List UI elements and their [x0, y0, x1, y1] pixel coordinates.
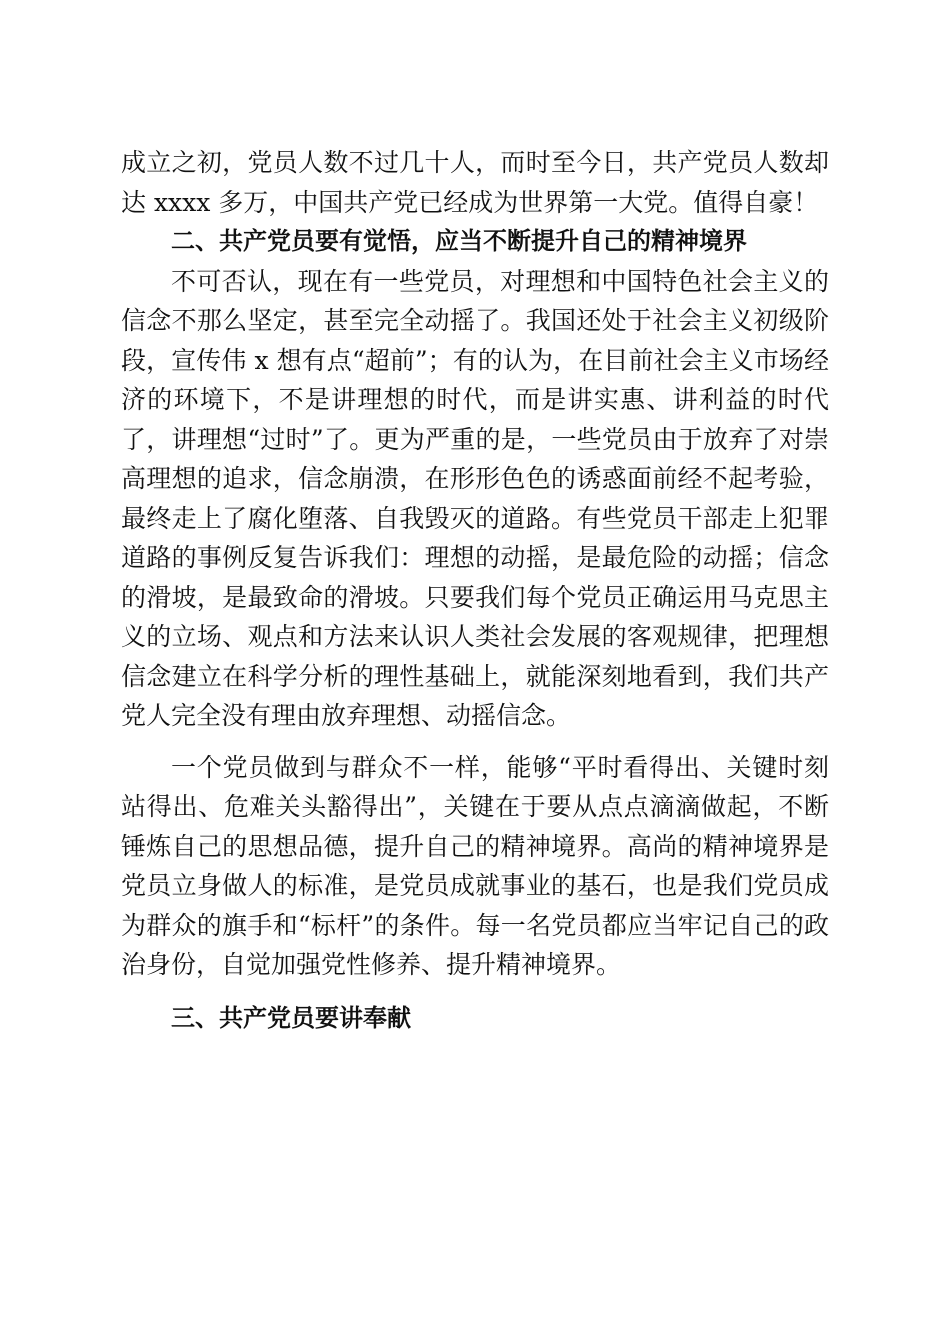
paragraph-spacer	[121, 985, 829, 999]
paragraph-spiritual-realm: 一个党员做到与群众不一样，能够“平时看得出、关键时刻站得出、危难关头豁得出”，关键在于要从点点滴滴做起，不断锤炼自己的思想品德，提升自己的精神境界。高尚的精神境界是党员立身做人的标准，是党员成就事业的基石，也是我们党员成为群众的旗手和“标杆”的条件。每一名党员都应当牢记自己的政治身份，自觉加强党性修养、提升精神境界。	[121, 752, 829, 979]
paragraph-continuation: 成立之初，党员人数不过几十人，而时至今日，共产党员人数却达 xxxx 多万，中国共产党已经成为世界第一大党。值得自豪！	[121, 148, 829, 217]
document-body	[121, 143, 829, 1038]
section-heading-2: 二、共产党员要有觉悟，应当不断提升自己的精神境界	[171, 227, 747, 255]
paragraph-ideals: 不可否认，现在有一些党员，对理想和中国特色社会主义的信念不那么坚定，甚至完全动摇了。我国还处于社会主义初级阶段，宣传伟 x 想有点“超前”；有的认为，在目前社会主义市场经济的环境下，不是讲理想的时代，而是讲实惠、讲利益的时代了，讲理想“过时”了。更为严重的是，一些党员由于放弃了对崇高理想的追求，信念崩溃，在形形色色的诱惑面前经不起考验，最终走上了腐化堕落、自我毁灭的道路。有些党员干部走上犯罪道路的事例反复告诉我们：理想的动摇，是最危险的动摇；信念的滑坡，是最致命的滑坡。只要我们每个党员正确运用马克思主义的立场、观点和方法来认识人类社会发展的客观规律，把理想信念建立在科学分析的理性基础上，就能深刻地看到，我们共产党人完全没有理由放弃理想、动摇信念。	[121, 266, 829, 730]
paragraph-spacer	[121, 736, 829, 748]
section-heading-3: 三、共产党员要讲奉献	[171, 1003, 411, 1032]
